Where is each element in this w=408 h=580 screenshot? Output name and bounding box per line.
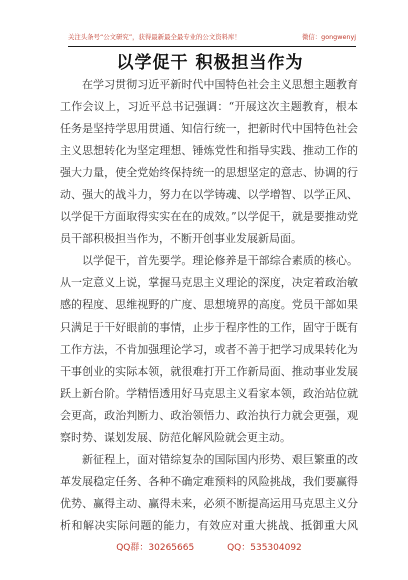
body-paragraph-3: 新征程上，面对错综复杂的国际国内形势、艰巨繁重的改革发展稳定任务、各种不确定难预料的风险挑战，我们要赢得优势、赢得主动、赢得未来，必须不断提高运用马克思主义分析和解决实际问题的能力，有效应对重大挑战、抵御重大风 xyxy=(60,452,358,532)
footer-qq: QQ：535304092 xyxy=(227,543,302,553)
document-title: 以学促干 积极担当作为 xyxy=(116,53,304,73)
page-footer xyxy=(60,539,358,557)
footer-qq-group: QQ群：30265665 xyxy=(116,543,195,553)
body-paragraph-1: 在学习贯彻习近平新时代中国特色社会主义思想主题教育工作会议上，习近平总书记强调：“开展这次主题教育，根本任务是坚持学思用贯通、知信行统一，把新时代中国特色社会主义思想转化为坚定理想、锤炼党性和指导实践、推动工作的强大力量，使全党始终保持统一的思想坚定的意志、协调的行动、强大的战斗力，努力在以学铸魂、以学增智、以学正风、以学促干方面取得实实在在的成效。”以学促干，就是要推动党员干部积极担当作为，不断开创事业发展新局面。 xyxy=(60,78,358,246)
body-paragraph-2: 以学促干，首先要学。理论修养是干部综合素质的核心。从一定意义上说，掌握马克思主义理论的深度，决定着政治敏感的程度、思维视野的广度、思想境界的高度。党员干部如果只满足于干好眼前的事情，止步于程序性的工作，固守于既有工作方法，不肯加强理论学习，或者不善于把学习成果转化为干事创业的实际本领，就很难打开工作新局面、推动事业发展跃上新台阶。学精悟透用好马克思主义看家本领，政治站位就会更高，政治判断力、政治领悟力、政治执行力就会更强，观察时势、谋划发展、防范化解风险就会更主动。 xyxy=(60,254,358,444)
header-wechat-text: 微信：gongwenyj xyxy=(301,33,356,41)
page-header xyxy=(68,27,356,47)
header-promo-text: 关注头条号“公文研究”，获得最新最全最专业的公文资料库！ xyxy=(68,33,241,41)
header-divider xyxy=(68,46,356,47)
document-body xyxy=(60,74,358,540)
